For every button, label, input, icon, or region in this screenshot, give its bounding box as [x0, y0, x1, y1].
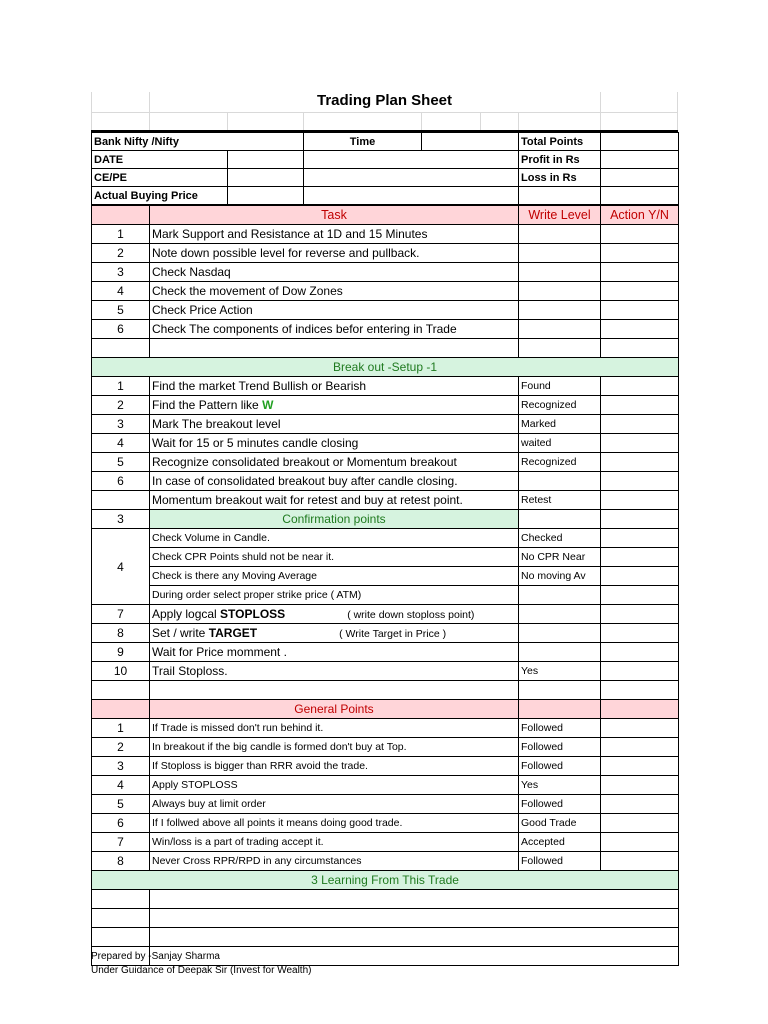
breakout-header-row — [92, 358, 679, 377]
prepared-by: Prepared by -Sanjay Sharma — [91, 951, 220, 962]
loss-value[interactable] — [601, 169, 679, 187]
cepe-value[interactable] — [304, 169, 519, 187]
table-row: 1 Find the market Trend Bullish or Bearish Found — [92, 377, 679, 396]
trading-plan-sheet — [91, 92, 678, 966]
table-row: 4 Apply STOPLOSS Yes — [92, 776, 679, 795]
table-row: 4 Check Volume in Candle. Checked — [92, 529, 679, 548]
general-header: General Points — [150, 700, 519, 719]
cepe-label: CE/PE — [92, 169, 228, 187]
blank-row — [92, 681, 679, 700]
footer — [91, 950, 311, 978]
table-row: Momentum breakout wait for retest and buy at retest point. Retest — [92, 491, 679, 510]
date-value[interactable] — [304, 151, 519, 169]
profit-label: Profit in Rs — [519, 151, 601, 169]
table-row: 8 Never Cross RPR/RPD in any circumstances Followed — [92, 852, 679, 871]
learning-row — [92, 909, 679, 928]
title-row — [91, 92, 678, 113]
table-row: 1 If Trade is missed don't run behind it. Followed — [92, 719, 679, 738]
blank-row — [92, 339, 679, 358]
write-level-header: Write Level — [519, 206, 601, 225]
bank-nifty-label: Bank Nifty /Nifty — [92, 133, 304, 151]
table-row: 7 Win/loss is a part of trading accept it. Accepted — [92, 833, 679, 852]
plan-table — [91, 205, 679, 966]
total-points-value[interactable] — [601, 133, 679, 151]
buying-price-value[interactable] — [228, 187, 304, 205]
action-header: Action Y/N — [601, 206, 679, 225]
learning-header: 3 Learning From This Trade — [92, 871, 679, 890]
table-row: 6 If I follwed above all points it means doing good trade. Good Trade — [92, 814, 679, 833]
table-row: 4 Wait for 15 or 5 minutes candle closing waited — [92, 434, 679, 453]
table-row: 2 In breakout if the big candle is formed don't buy at Top. Followed — [92, 738, 679, 757]
sheet-title: Trading Plan Sheet — [316, 92, 453, 109]
table-row: 3 Check Nasdaq — [92, 263, 679, 282]
confirmation-header: Confirmation points — [150, 510, 519, 529]
confirmation-row: 3 Confirmation points — [92, 510, 679, 529]
table-row: 5 Recognize consolidated breakout or Momentum breakout Recognized — [92, 453, 679, 472]
general-header-row — [92, 700, 679, 719]
time-label: Time — [304, 133, 422, 151]
table-row: 8 Set / write TARGET ( Write Target in Price ) — [92, 624, 679, 643]
table-row: 3 Mark The breakout level Marked — [92, 415, 679, 434]
pattern-w: W — [262, 398, 274, 412]
table-row: 1 Mark Support and Resistance at 1D and 15 Minutes — [92, 225, 679, 244]
task-header-row — [92, 206, 679, 225]
table-row: During order select proper strike price ( ATM) — [92, 586, 679, 605]
buying-price-label: Actual Buying Price — [92, 187, 228, 205]
table-row: 7 Apply logcal STOPLOSS ( write down stoploss point) — [92, 605, 679, 624]
table-row: 6 In case of consolidated breakout buy after candle closing. — [92, 472, 679, 491]
table-row: 10 Trail Stoploss. Yes — [92, 662, 679, 681]
trade-info-table — [91, 132, 679, 205]
profit-value[interactable] — [601, 151, 679, 169]
table-row: 2 Note down possible level for reverse and pullback. — [92, 244, 679, 263]
total-points-label: Total Points — [519, 133, 601, 151]
learning-header-row — [92, 871, 679, 890]
task-header: Task — [150, 206, 519, 225]
spacer-row — [91, 113, 678, 132]
table-row: 5 Check Price Action — [92, 301, 679, 320]
table-row: Check CPR Points shuld not be near it. No CPR Near — [92, 548, 679, 567]
breakout-header: Break out -Setup -1 — [92, 358, 679, 377]
table-row: 4 Check the movement of Dow Zones — [92, 282, 679, 301]
table-row: 6 Check The components of indices befor entering in Trade — [92, 320, 679, 339]
time-value[interactable] — [422, 133, 519, 151]
guidance: Under Guidance of Deepak Sir (Invest for Wealth) — [91, 965, 312, 976]
table-row: 3 If Stoploss is bigger than RRR avoid the trade. Followed — [92, 757, 679, 776]
table-row: Check is there any Moving Average No moving Av — [92, 567, 679, 586]
table-row: 2 Find the Pattern like W Recognized — [92, 396, 679, 415]
table-row: 5 Always buy at limit order Followed — [92, 795, 679, 814]
table-row: 9 Wait for Price momment . — [92, 643, 679, 662]
learning-row — [92, 928, 679, 947]
loss-label: Loss in Rs — [519, 169, 601, 187]
learning-row — [92, 890, 679, 909]
date-label: DATE — [92, 151, 228, 169]
